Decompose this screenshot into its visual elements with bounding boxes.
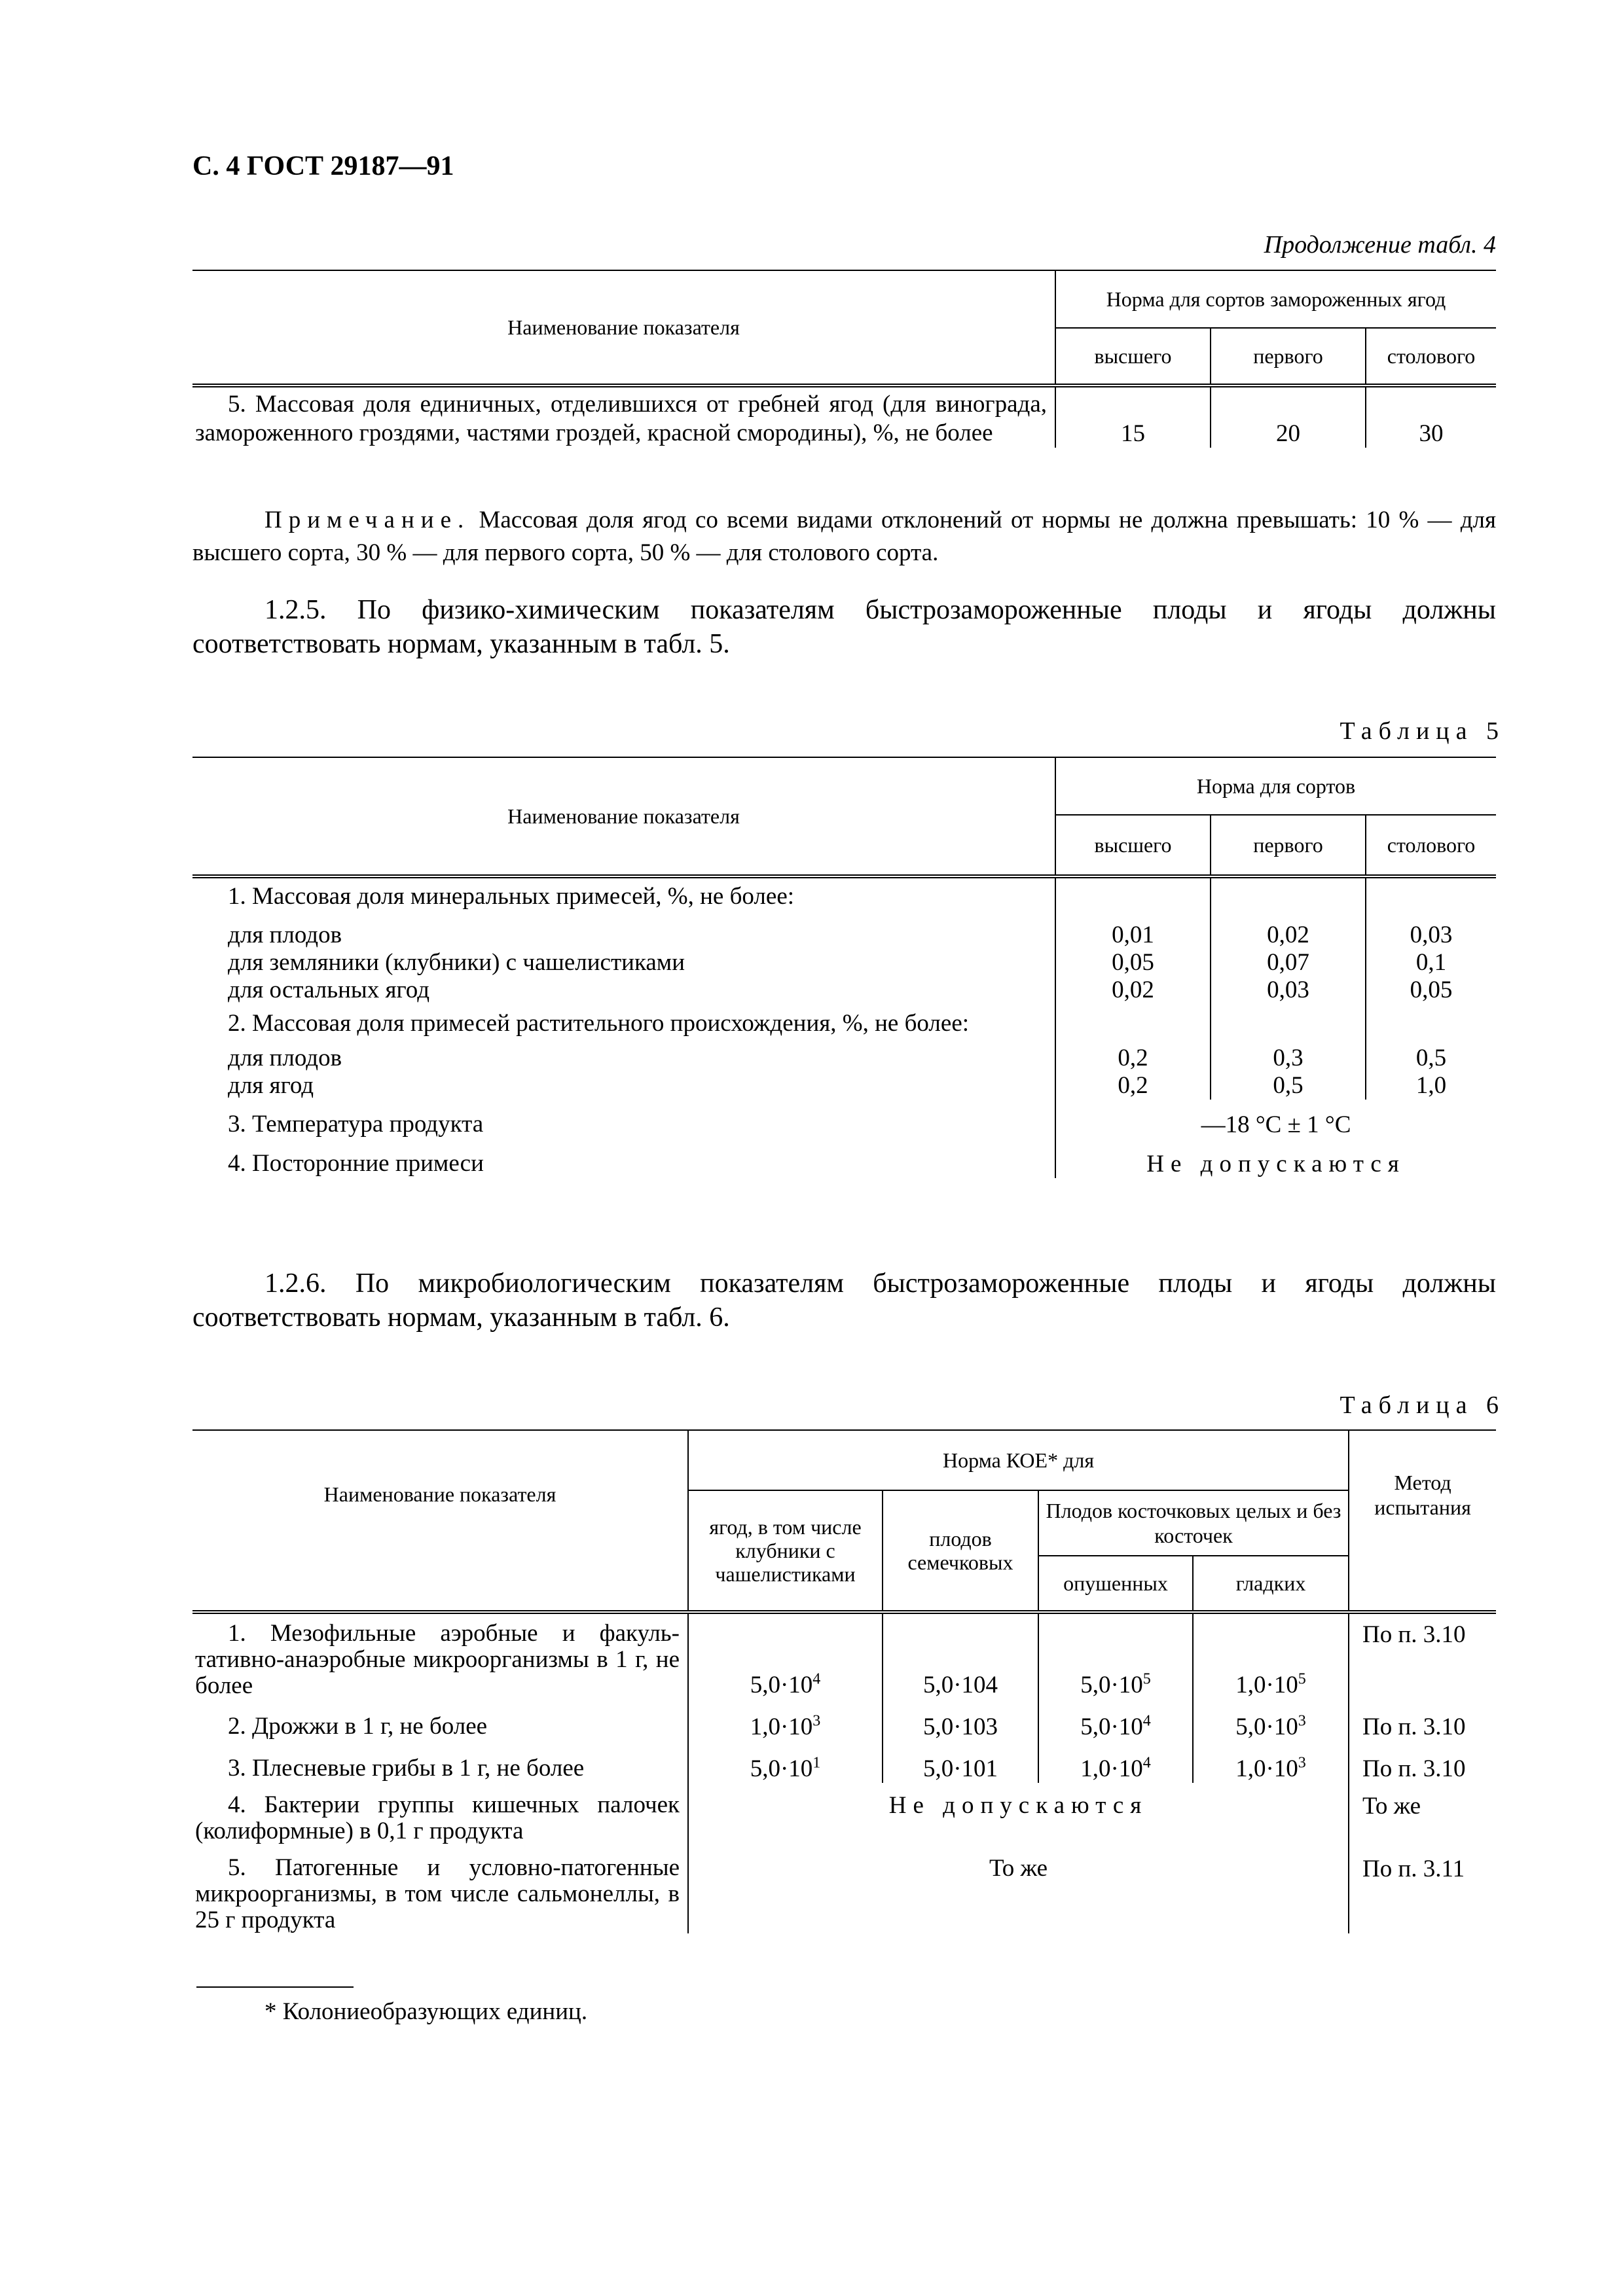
merged-value: —18 °С ± 1 °С: [1055, 1100, 1496, 1139]
value-pome: 5,0·103: [883, 1699, 1038, 1741]
sub-row-name: для земляники (клубники) с чашелистиками: [228, 949, 685, 976]
footnote-rule: [196, 1986, 354, 1988]
exponent: 5: [1298, 1670, 1306, 1688]
paragraph-1-2-5: [192, 593, 1496, 661]
value-pubescent: 1,0·10: [1080, 1755, 1143, 1782]
table-row: [192, 977, 1496, 1004]
table6-col-smooth: гладких: [1193, 1556, 1349, 1612]
value-method: По п. 3.10: [1349, 1741, 1496, 1783]
table-row: [192, 1139, 1496, 1178]
note: [192, 504, 1496, 569]
table6-header-group: Норма КОЕ* для: [688, 1430, 1349, 1490]
value-pome: 5,0·101: [883, 1741, 1038, 1783]
value-highest: 15: [1055, 386, 1211, 448]
sub-row-name: для плодов: [228, 1045, 342, 1071]
value-highest: 0,02: [1055, 977, 1211, 1004]
table6-header-method: Метод испытания: [1349, 1430, 1496, 1612]
table4: [192, 270, 1496, 448]
table5-col-table: столового: [1366, 815, 1496, 876]
exponent: 1: [812, 1754, 821, 1772]
table-row: [192, 1699, 1496, 1741]
table6: [192, 1429, 1496, 1933]
value-method: По п. 3.10: [1349, 1612, 1496, 1699]
merged-value: Не допускаются: [688, 1783, 1349, 1844]
exponent: 5: [1142, 1670, 1151, 1688]
exponent: 3: [1298, 1754, 1306, 1772]
table6-col-pubescent: опушенных: [1038, 1556, 1193, 1612]
table4-col-table: столового: [1366, 328, 1496, 386]
paragraph-text: 1.2.5. По физико-химическим показателям быстрозамороженные плоды и ягоды должны соответствовать нормам, указанным в табл. 5.: [192, 595, 1496, 659]
table-row: [192, 915, 1496, 949]
table5-col-highest: высшего: [1055, 815, 1211, 876]
table-row: [192, 876, 1496, 915]
value-table: 0,5: [1366, 1038, 1496, 1072]
table-row: [192, 1844, 1496, 1933]
value-berries: 5,0·10: [750, 1755, 813, 1782]
row-name: 5. Патогенные и условно-патогенные микроорганизмы, в том числе сальмонеллы, в 25 г продукта: [195, 1854, 680, 1933]
row-name: 3. Температура продукта: [228, 1111, 484, 1138]
merged-value: Не допускаются: [1055, 1139, 1496, 1178]
table6-header-name: Наименование показателя: [192, 1430, 688, 1612]
table-row: [192, 1100, 1496, 1139]
table5: [192, 757, 1496, 1178]
table6-col-berries: ягод, в том числе клубники с чашелистиками: [688, 1490, 883, 1612]
value-pubescent: 5,0·10: [1080, 1713, 1143, 1740]
value-berries: 5,0·10: [750, 1672, 813, 1698]
value-first: 0,07: [1211, 949, 1366, 977]
row-name: 3. Плесневые грибы в 1 г, не более: [228, 1755, 585, 1782]
paragraph-1-2-6: [192, 1266, 1496, 1335]
table-row: [192, 1004, 1496, 1038]
value-first: 0,03: [1211, 977, 1366, 1004]
exponent: 3: [1298, 1712, 1306, 1730]
row-name: 2. Дрожжи в 1 г, не более: [228, 1713, 488, 1740]
value-highest: 0,2: [1055, 1038, 1211, 1072]
table-row: [192, 1072, 1496, 1100]
value-table: 0,03: [1366, 915, 1496, 949]
exponent: 4: [1142, 1754, 1151, 1772]
table4-col-highest: высшего: [1055, 328, 1211, 386]
value-pome: 5,0·104: [883, 1612, 1038, 1699]
exponent: 3: [812, 1712, 821, 1730]
table-row: [192, 1612, 1496, 1699]
value-table: 1,0: [1366, 1072, 1496, 1100]
value-table: 0,05: [1366, 977, 1496, 1004]
value-highest: 0,01: [1055, 915, 1211, 949]
exponent: 4: [812, 1670, 821, 1688]
value-first: 0,02: [1211, 915, 1366, 949]
row-name: 2. Массовая доля примесей растительного происхождения, %, не более:: [228, 1010, 970, 1037]
table5-header-group: Норма для сортов: [1055, 757, 1496, 815]
value-smooth: 1,0·10: [1235, 1755, 1298, 1782]
table4-header-name: Наименование показателя: [192, 270, 1055, 386]
value-table: 0,1: [1366, 949, 1496, 977]
paragraph-text: 1.2.6. По микробиологическим показателям быстрозамороженные плоды и ягоды должны соответствовать нормам, указанным в табл. 6.: [192, 1268, 1496, 1333]
sub-row-name: для остальных ягод: [228, 977, 430, 1003]
row-name: 5. Массовая доля единичных, отделившихся от гребней ягод (для винограда, замороженного гроздями, частями гроздей, красной смородины), %, не более: [195, 391, 1047, 446]
table4-col-first: первого: [1211, 328, 1366, 386]
table6-col-pome: плодов семечковых: [883, 1490, 1038, 1612]
sub-row-name: для плодов: [228, 922, 342, 948]
row-name: 1. Массовая доля минеральных примесей, %, не более:: [228, 883, 795, 910]
table4-header-group: Норма для сортов замороженных ягод: [1055, 270, 1496, 328]
note-label: Примечание.: [264, 507, 471, 533]
merged-value: То же: [688, 1844, 1349, 1933]
table5-col-first: первого: [1211, 815, 1366, 876]
value-first: 0,3: [1211, 1038, 1366, 1072]
table-row: [192, 386, 1496, 448]
value-method: По п. 3.11: [1349, 1844, 1496, 1933]
table-row: [192, 1741, 1496, 1783]
value-table: 30: [1366, 386, 1496, 448]
table-row: [192, 949, 1496, 977]
value-method: То же: [1349, 1783, 1496, 1844]
table-row: [192, 1038, 1496, 1072]
value-first: 0,5: [1211, 1072, 1366, 1100]
note-text: Массовая доля ягод со всеми видами отклонений от нормы не должна превышать: 10 % — для высшего сорта, 30 % — для первого сорта, 50 % — для столового сорта.: [192, 507, 1497, 566]
footnote: * Колониеобразующих единиц.: [264, 1998, 588, 2025]
value-highest: 0,2: [1055, 1072, 1211, 1100]
exponent: 4: [1142, 1712, 1151, 1730]
row-name: 4. Посторонние примеси: [228, 1150, 484, 1177]
value-pubescent: 5,0·10: [1080, 1672, 1143, 1698]
row-name: 4. Бактерии группы кишечных палочек (колиформные) в 0,1 г продукта: [195, 1791, 680, 1844]
value-berries: 1,0·10: [750, 1713, 813, 1740]
value-smooth: 5,0·10: [1235, 1713, 1298, 1740]
table5-header-name: Наименование показателя: [192, 757, 1055, 876]
table6-col-stone: Плодов косточковых целых и без косточек: [1038, 1490, 1349, 1556]
value-first: 20: [1211, 386, 1366, 448]
table4-caption: Продолжение табл. 4: [1264, 231, 1496, 259]
value-smooth: 1,0·10: [1235, 1672, 1298, 1698]
value-highest: 0,05: [1055, 949, 1211, 977]
row-name: 1. Мезофильные аэробные и факуль-тативно-анаэробные микроорганизмы в 1 г, не более: [195, 1620, 680, 1699]
value-method: По п. 3.10: [1349, 1699, 1496, 1741]
page-header: С. 4 ГОСТ 29187—91: [192, 151, 454, 181]
table-row: [192, 1783, 1496, 1844]
table6-caption: Таблица 6: [1340, 1391, 1505, 1419]
table5-caption: Таблица 5: [1340, 717, 1505, 745]
sub-row-name: для ягод: [228, 1072, 314, 1099]
